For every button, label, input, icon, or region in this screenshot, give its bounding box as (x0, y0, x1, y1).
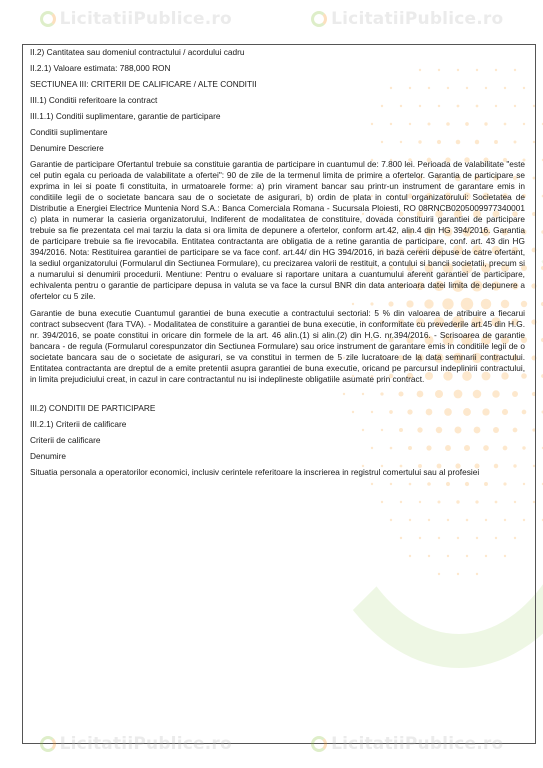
licitatii-logo-icon (311, 11, 327, 27)
section-iii-2-1: III.2.1) Criterii de calificare (30, 419, 127, 429)
section-iii-title: SECTIUNEA III: CRITERII DE CALIFICARE / ALTE CONDITII (30, 79, 257, 89)
watermark-text: LicitatiiPublice.ro (331, 9, 504, 29)
watermark-logo (311, 9, 503, 29)
participation-guarantee-paragraph: Garantie de participare Ofertantul trebuie sa constituie garantia de participare in cuantumul de: 7.800 lei. Perioada de valabilitate "este cel putin egala cu perioada de valabilitate a ofertei": 90 de zile de la termenul limita de primire a ofertelor. Garantia de participare se exprima in lei si poate fi constituita, in urmatoarele forme: a) prin virament bancar sau printr-un instrument de garantare emis in conditiile legii de o societate bancara sau de o societate de asigurari, b) ordin de plata in contul organizatorului: Societatea de Distributie a Energiei Electrice Muntenia Nord S.A.: Banca Comerciala Romana - Sucursala Ploiesti, RO 08RNCB0205009977340001 c) plata in numerar la casieria organizatorului, Indiferent de modalitatea de constituire, dovada constituirii garantiei de participare trebuie sa fie prezentata cel mai tarziu la data si ora limita de depunere a ofertelor, conform art.42, alin.4 din HG 394/2016. Garantia de participare trebuie sa fie irevocabila. Entitatea contractanta are obligatia de a retine garantia de participare, conf. art. 43 din HG 394/2016. Nota: Restituirea garantiei de participare se va face conf. art.44/ din HG 394/2016, in baza cererii depuse de catre ofertant, la sediul organizatorului (Formularul din Sectiunea Formulare), cu precizarea valorii de restituit, a contului si bancii societatii, precum si a numarului si denumirii procedurii. Mentiune: Pentru o evaluare si raportare unitara a cuantumului aferent garantiei de participare, echivalenta pentru o garantie de participare depusa in valuta se va face la cursul BNR din data anterioara datei limita de depunere a ofertelor cu 5 zile. (30, 159, 525, 301)
licitatii-logo-icon (40, 11, 56, 27)
watermark-header (0, 0, 543, 38)
subheading-qualification: Criterii de calificare (30, 435, 101, 445)
subheading-name-description: Denumire Descriere (30, 143, 104, 153)
performance-guarantee-paragraph: Garantie de buna executie Cuantumul garantiei de buna executie a contractului sectorial: 5 % din valoarea de atribuire a fiecarui contract subsecvent (fara TVA). - Modalitatea de constituire a garantiei de buna executie, in conformitate cu prevederile art.45 din H.G. nr. 394/2016, se poate constitui in oricare din formele de la art. 46 alin.(1) si alin.(2) din H.G. nr.394/2016. - Scrisoarea de garantie bancara - de regula (Formularul corespunzator din Sectiunea Formulare) sau orice instrument de garantare emis in conditiile legii de o societate bancara sau de o societate de asigurari, se va constitui in termen de 5 zile lucratoare de la data semnarii contractului. Entitatea contractanta are dreptul de a emite pretentii asupra garantiei de buna executie, oricand pe parcursul indeplinirii contractului, in limita prejudiciului creat, in cazul in care contractantul nu isi indeplineste obligatiile asumate prin contract. (30, 308, 525, 384)
section-iii-2: III.2) CONDITII DE PARTICIPARE (30, 403, 156, 413)
watermark-text: LicitatiiPublice.ro (59, 9, 232, 29)
personal-situation-paragraph: Situatia personala a operatorilor economici, inclusiv cerintele referitoare la inscrierea in registrul comertului sau al profesiei (30, 467, 480, 477)
subheading-name: Denumire (30, 451, 66, 461)
document-body (30, 47, 525, 484)
subheading-conditions: Conditii suplimentare (30, 127, 108, 137)
section-ii-2: II.2) Cantitatea sau domeniul contractului / acordului cadru (30, 47, 245, 57)
watermark-text: LicitatiiPublice.ro (59, 734, 232, 754)
watermark-text: LicitatiiPublice.ro (331, 734, 504, 754)
section-iii-1: III.1) Conditii referitoare la contract (30, 95, 158, 105)
section-iii-1-1: III.1.1) Conditii suplimentare, garantie de participare (30, 111, 221, 121)
watermark-logo (40, 9, 232, 29)
estimated-value: II.2.1) Valoare estimata: 788,000 RON (30, 63, 171, 73)
